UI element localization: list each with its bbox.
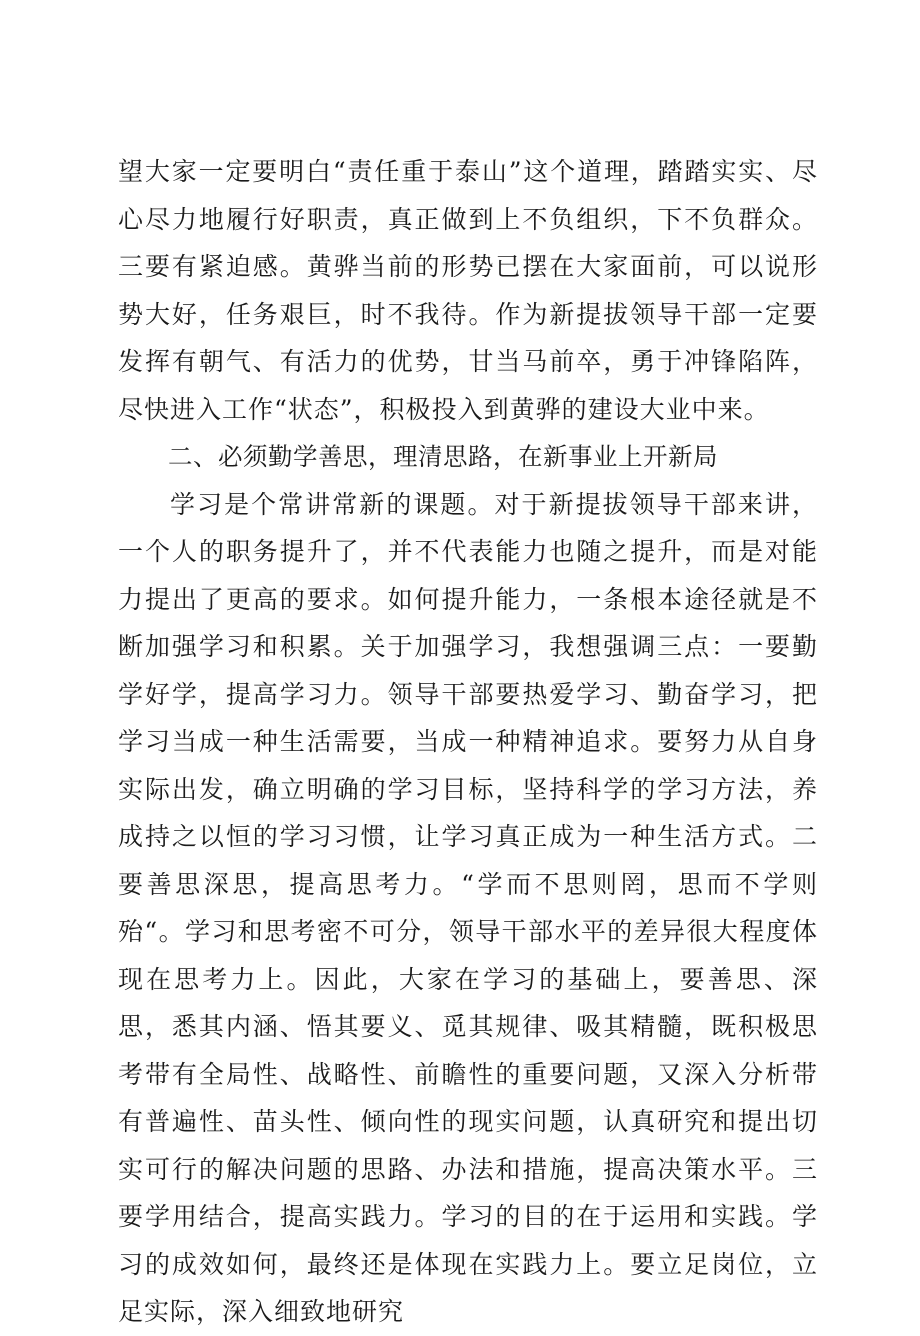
- section-heading: 二、必须勤学善思，理清思路，在新事业上开新局: [168, 442, 718, 471]
- paragraph-learning: 学习是个常讲常新的课题。对于新提拔领导干部来讲，一个人的职务提升了，并不代表能力也随之提升，而是对能力提出了更高的要求。如何提升能力，一条根本途径就是不断加强学习和积累。关于加强学习，我想强调三点：一要勤学好学，提高学习力。领导干部要热爱学习、勤奋学习，把学习当成一种生活需要，当成一种精神追求。要努力从自身实际出发，确立明确的学习目标，坚持科学的学习方法，养成持之以恒的学习习惯，让学习真正成为一种生活方式。二要善思深思，提高思考力。“学而不思则罔，思而不学则殆“。学习和思考密不可分，领导干部水平的差异很大程度体现在思考力上。因此，大家在学习的基础上，要善思、深思，悉其内涵、悟其要义、觅其规律、吸其精髓，既积极思考带有全局性、战略性、前瞻性的重要问题，又深入分析带有普遍性、苗头性、倾向性的现实问题，认真研究和提出切实可行的解决问题的思路、办法和措施，提高决策水平。三要学用结合，提高实践力。学习的目的在于运用和实践。学习的成效如何，最终还是体现在实践力上。要立足岗位，立足实际，深入细致地研究: [118, 489, 818, 1326]
- document-body: [118, 148, 818, 1336]
- paragraph-continuation: 望大家一定要明白“责任重于泰山”这个道理，踏踏实实、尽心尽力地履行好职责，真正做到上不负组织，下不负群众。三要有紧迫感。黄骅当前的形势已摆在大家面前，可以说形势大好，任务艰巨，时不我待。作为新提拔领导干部一定要发挥有朝气、有活力的优势，甘当马前卒，勇于冲锋陷阵，尽快进入工作“状态”，积极投入到黄骅的建设大业中来。: [118, 157, 818, 424]
